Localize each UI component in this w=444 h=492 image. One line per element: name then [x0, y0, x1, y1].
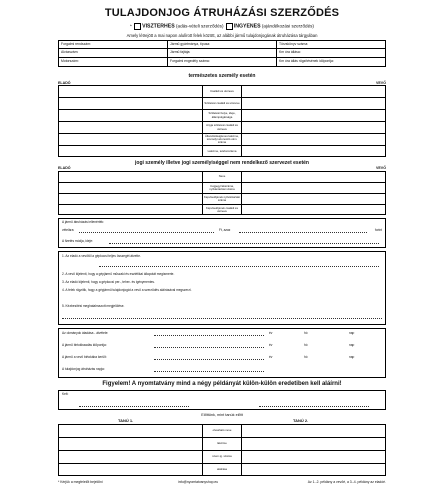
onerous-checkbox[interactable] — [134, 23, 141, 30]
witness2-cell[interactable] — [242, 425, 385, 437]
date-line[interactable] — [154, 347, 264, 348]
contract-page — [58, 5, 386, 487]
buyer-label: VEVŐ — [376, 166, 386, 170]
field-label: Születési helye, ideje, állampolgársága — [202, 110, 242, 121]
page-title: TULAJDONJOG ÁTRUHÁZÁSI SZERZŐDÉS — [104, 7, 340, 19]
buyer-cell[interactable] — [242, 122, 385, 133]
clause: 2. A vevő kijelenti, hogy a gépjármű műszaki és esztétikai állapotát megismerte. — [62, 272, 175, 276]
seller-label: ELADÓ — [58, 81, 71, 85]
forint-label: forint — [374, 228, 382, 232]
clause-line[interactable] — [62, 318, 382, 319]
free-checkbox[interactable] — [226, 23, 233, 30]
make-field[interactable]: Jármű gyártmánya, típusa: — [168, 41, 277, 48]
date-line[interactable] — [154, 335, 264, 336]
clause-line[interactable] — [99, 266, 379, 267]
seller-cell[interactable] — [59, 183, 202, 193]
km-field[interactable]: Km óra állása: — [279, 50, 301, 54]
plate-field[interactable]: Forgalmi rendszám: — [59, 41, 168, 48]
natural-heading: természetes személy esetén — [188, 73, 256, 79]
buyer-cell[interactable] — [242, 172, 385, 182]
price-line[interactable] — [79, 232, 214, 233]
witness1-cell[interactable] — [59, 451, 202, 463]
chassis-field[interactable]: Alvázszám: — [59, 49, 168, 57]
day-label: nap — [349, 343, 355, 347]
buyer-cell[interactable] — [242, 86, 385, 97]
year-label: év — [269, 355, 273, 359]
field-label: Anyja születési családi és utóneve — [202, 122, 242, 133]
buyer-cell[interactable] — [242, 183, 385, 193]
month-label: hó — [304, 343, 308, 347]
vehicle-row-1 — [58, 40, 386, 49]
witness-field-label: olvasható neve — [202, 425, 242, 437]
seller-cell[interactable] — [59, 98, 202, 109]
buyer-cell[interactable] — [242, 205, 385, 215]
witness2-cell[interactable] — [242, 464, 385, 476]
field-label: Családi és utóneve — [202, 86, 242, 97]
witness1-cell[interactable] — [59, 438, 202, 450]
witness-field-label: szem.ig. száma — [202, 451, 242, 463]
day-label: nap — [349, 331, 355, 335]
buyer-cell[interactable] — [242, 98, 385, 109]
field-label: Születési családi és utóneve — [202, 98, 242, 109]
day-label: nap — [349, 355, 355, 359]
footer-copies: Az 1.-2. példány a vevőé, a 3.-4. példány az eladóé. — [307, 480, 386, 484]
date-line[interactable] — [154, 371, 264, 372]
witness2-label: TANÚ 2. — [293, 418, 309, 423]
footer-note: * Kérjük a megfelelőt bejelölni — [58, 480, 103, 484]
license-field[interactable]: Forgalmi engedély száma: — [168, 58, 277, 66]
witness-heading: Előttünk, mint tanúk előtt — [201, 413, 243, 417]
clause: 1. Az eladó a vevőtől a gépkocsi teljes összegét átvette. — [62, 254, 141, 258]
month-label: hó — [304, 355, 308, 359]
date-row-label: A tulajdonjog átruházás napja: — [62, 367, 105, 371]
price-box — [58, 218, 386, 248]
clause: 3. Az eladó kijelenti, hogy a gépkocsi per-, teher- és igénymentes. — [62, 280, 155, 284]
km-date-field[interactable]: Km óra állás rögzítésének időpontja: — [279, 59, 334, 63]
buyer-cell[interactable] — [242, 194, 385, 204]
natural-grid — [58, 85, 386, 157]
year-label: év — [269, 331, 273, 335]
witness2-cell[interactable] — [242, 438, 385, 450]
contract-type-selector: * VISZTERHES (adás-vételi szerződés) INGYENES (ajándékozási szerződés) — [130, 23, 314, 30]
payment-label: A fizetés módja, ideje: — [62, 239, 94, 243]
date-row-label: A jármű birtokbaadás időpontja: — [62, 343, 107, 347]
price-label: A jármű átruházási ellenérték: — [62, 220, 104, 224]
seller-cell[interactable] — [59, 110, 202, 121]
buyer-cell[interactable] — [242, 146, 385, 157]
intro-text: Amely létrejött a mai napon alulírott felek között, az alábbi jármű tulajdonjogának átruházása tárgyában — [126, 33, 318, 38]
seller-cell[interactable] — [59, 172, 202, 182]
date-line[interactable] — [154, 359, 264, 360]
date-row-label: A jármű a vevő birtokába került: — [62, 355, 107, 359]
buyer-cell[interactable] — [242, 110, 385, 121]
vehicle-row-2 — [58, 49, 386, 58]
field-label: Neve — [202, 172, 242, 182]
seller-cell[interactable] — [59, 146, 202, 157]
witness-field-label: aláírása — [202, 464, 242, 476]
buyer-label: VEVŐ — [376, 81, 386, 85]
signature-box — [58, 390, 386, 410]
field-label: Képviselőjének nyilvántartási száma — [202, 194, 242, 204]
footer-email: info@nyomtatvanyshop.eu — [178, 480, 219, 484]
clause: 4. A felek rögzítik, hogy a gépjármű tulajdonjogát a vevő a szerződés aláírásával megszerzi. — [62, 288, 192, 292]
seller-label: ELADÓ — [58, 166, 71, 170]
field-label: Képviselőjének családi és utóneve — [202, 205, 242, 215]
ft-label: Ft, azaz — [219, 228, 231, 232]
field-label: Cégjegyzékszáma, nyilvántartási száma — [202, 183, 242, 193]
seller-cell[interactable] — [59, 122, 202, 133]
registry-field[interactable]: Törzskönyv száma: — [279, 42, 309, 46]
payment-line[interactable] — [109, 243, 379, 244]
witness2-cell[interactable] — [242, 451, 385, 463]
engine-field[interactable]: Motorszám: — [59, 58, 168, 66]
witness1-cell[interactable] — [59, 464, 202, 476]
seller-cell[interactable] — [59, 86, 202, 97]
clause: 5. Kézbesítési meghatalmazott megjelölése. — [62, 304, 125, 308]
vehicle-row-3 — [58, 58, 386, 67]
witness1-cell[interactable] — [59, 425, 202, 437]
witness-grid — [58, 424, 386, 476]
field-label: Állandó/ideiglenes lakcíme, személyi azonosító okm. száma — [202, 134, 242, 145]
price-words-line[interactable] — [239, 232, 367, 233]
witness-field-label: lakcíme — [202, 438, 242, 450]
legal-grid — [58, 171, 386, 215]
price-sub-label: vételára: — [62, 228, 75, 232]
dates-box — [58, 328, 386, 378]
witness1-label: TANÚ 1. — [118, 418, 134, 423]
clauses-box — [58, 251, 386, 325]
year-label: év — [269, 343, 273, 347]
seller-cell[interactable] — [59, 134, 202, 145]
seller-signature-line[interactable] — [79, 406, 189, 407]
legal-heading: jogi személy illetve jogi személyiséggel nem rendelkező szervezet esetén — [135, 160, 309, 166]
buyer-cell[interactable] — [242, 134, 385, 145]
date-row-label: Az okmányok átadása - átvétele: — [62, 331, 109, 335]
seller-cell[interactable] — [59, 205, 202, 215]
place-label: Kelt: — [62, 392, 69, 396]
sign-warning: Figyelem! A nyomtatvány mind a négy példányát külön-külön eredetiben kell aláírni! — [102, 381, 342, 387]
seller-cell[interactable] — [59, 194, 202, 204]
kind-field[interactable]: Jármű fajtája: — [168, 49, 277, 57]
month-label: hó — [304, 331, 308, 335]
buyer-signature-line[interactable] — [259, 406, 369, 407]
field-label: Lakcíme, telefonszáma — [202, 146, 242, 157]
